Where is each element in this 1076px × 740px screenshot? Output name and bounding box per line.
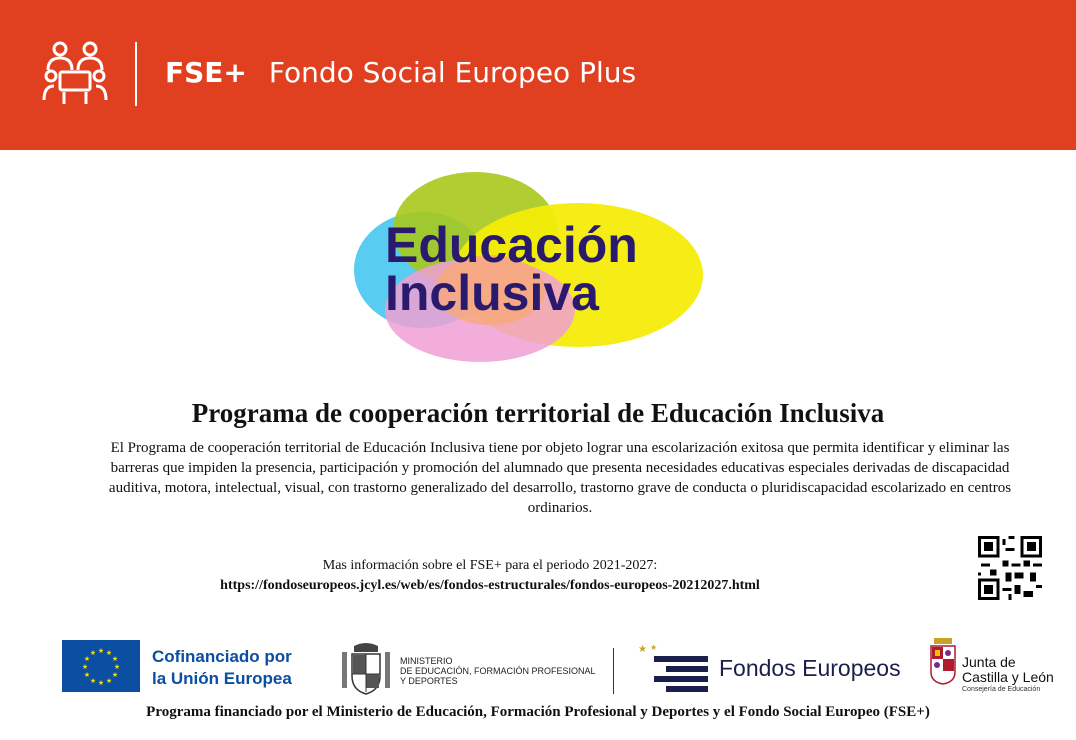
ministry-line3: Y DEPORTES xyxy=(400,676,458,686)
eu-cofinanced-label xyxy=(152,646,292,690)
svg-text:★: ★ xyxy=(83,655,91,663)
svg-text:★: ★ xyxy=(97,647,105,655)
svg-text:★: ★ xyxy=(113,663,121,671)
svg-text:★: ★ xyxy=(83,671,91,679)
header-brand xyxy=(165,56,636,89)
eu-line2: la Unión Europea xyxy=(152,669,292,688)
castilla-leon-label xyxy=(962,655,1054,685)
ministry-line1: MINISTERIO xyxy=(400,656,453,666)
logo-line2: Inclusiva xyxy=(385,265,599,321)
svg-text:★: ★ xyxy=(638,644,647,655)
spain-crest-icon xyxy=(338,640,394,696)
jcyl-line1: Junta de xyxy=(962,654,1016,670)
castilla-leon-shield-icon xyxy=(928,636,958,686)
svg-text:★: ★ xyxy=(105,649,113,657)
svg-text:★: ★ xyxy=(111,655,119,663)
svg-text:★: ★ xyxy=(89,649,97,657)
eu-line1: Cofinanciado por xyxy=(152,647,292,666)
fondos-europeos-mark-icon xyxy=(636,642,712,692)
jcyl-subtitle: Consejería de Educación xyxy=(962,686,1041,693)
svg-text:★: ★ xyxy=(81,663,89,671)
people-group-icon xyxy=(42,40,108,106)
info-url-link[interactable]: https://fondoseuropeos.jcyl.es/web/es/fondos-estructurales/fondos-europeos-20212027.html xyxy=(220,578,760,593)
qr-code-icon[interactable] xyxy=(978,536,1042,600)
header-divider xyxy=(135,42,137,106)
svg-text:★: ★ xyxy=(650,643,658,652)
educacion-inclusiva-logo xyxy=(340,170,710,375)
info-label: Mas información sobre el FSE+ para el periodo 2021-2027: xyxy=(322,558,658,573)
eu-flag-icon xyxy=(62,640,140,692)
header-banner xyxy=(0,0,1076,150)
svg-text:★: ★ xyxy=(111,671,119,679)
ministry-line2: DE EDUCACIÓN, FORMACIÓN PROFESIONAL xyxy=(400,666,596,676)
funding-footer: Programa financiado por el Ministerio de Educación, Formación Profesional y Deportes y el Fondo Social Europeo (FSE+) xyxy=(146,704,930,720)
logo-divider xyxy=(613,648,614,694)
page-title: Programa de cooperación territorial de Educación Inclusiva xyxy=(191,398,885,428)
info-block xyxy=(180,556,800,596)
svg-text:★: ★ xyxy=(97,679,105,687)
svg-text:★: ★ xyxy=(89,677,97,685)
brand-long: Fondo Social Europeo Plus xyxy=(268,56,637,89)
ministry-label xyxy=(400,656,596,686)
logo-line1: Educación xyxy=(385,217,638,273)
brand-short: FSE+ xyxy=(165,56,247,89)
svg-text:★: ★ xyxy=(105,677,113,685)
program-description: El Programa de cooperación territorial de Educación Inclusiva tiene por objeto lograr una escolarización exitosa que permita identificar y eliminar las barreras que impiden la presencia, participación y promoción del alumnado que presenta necesidades educativas especiales derivadas de discapacidad auditiva, motora, intelectual, visual, con trastorno generalizado del desarrollo, trastorno grave de conducta o pluridiscapacidad escolarizado en centros ordinarios. xyxy=(108,440,1012,516)
fondos-europeos-label: Fondos Europeos xyxy=(719,655,901,681)
jcyl-line2: Castilla y León xyxy=(962,669,1054,685)
